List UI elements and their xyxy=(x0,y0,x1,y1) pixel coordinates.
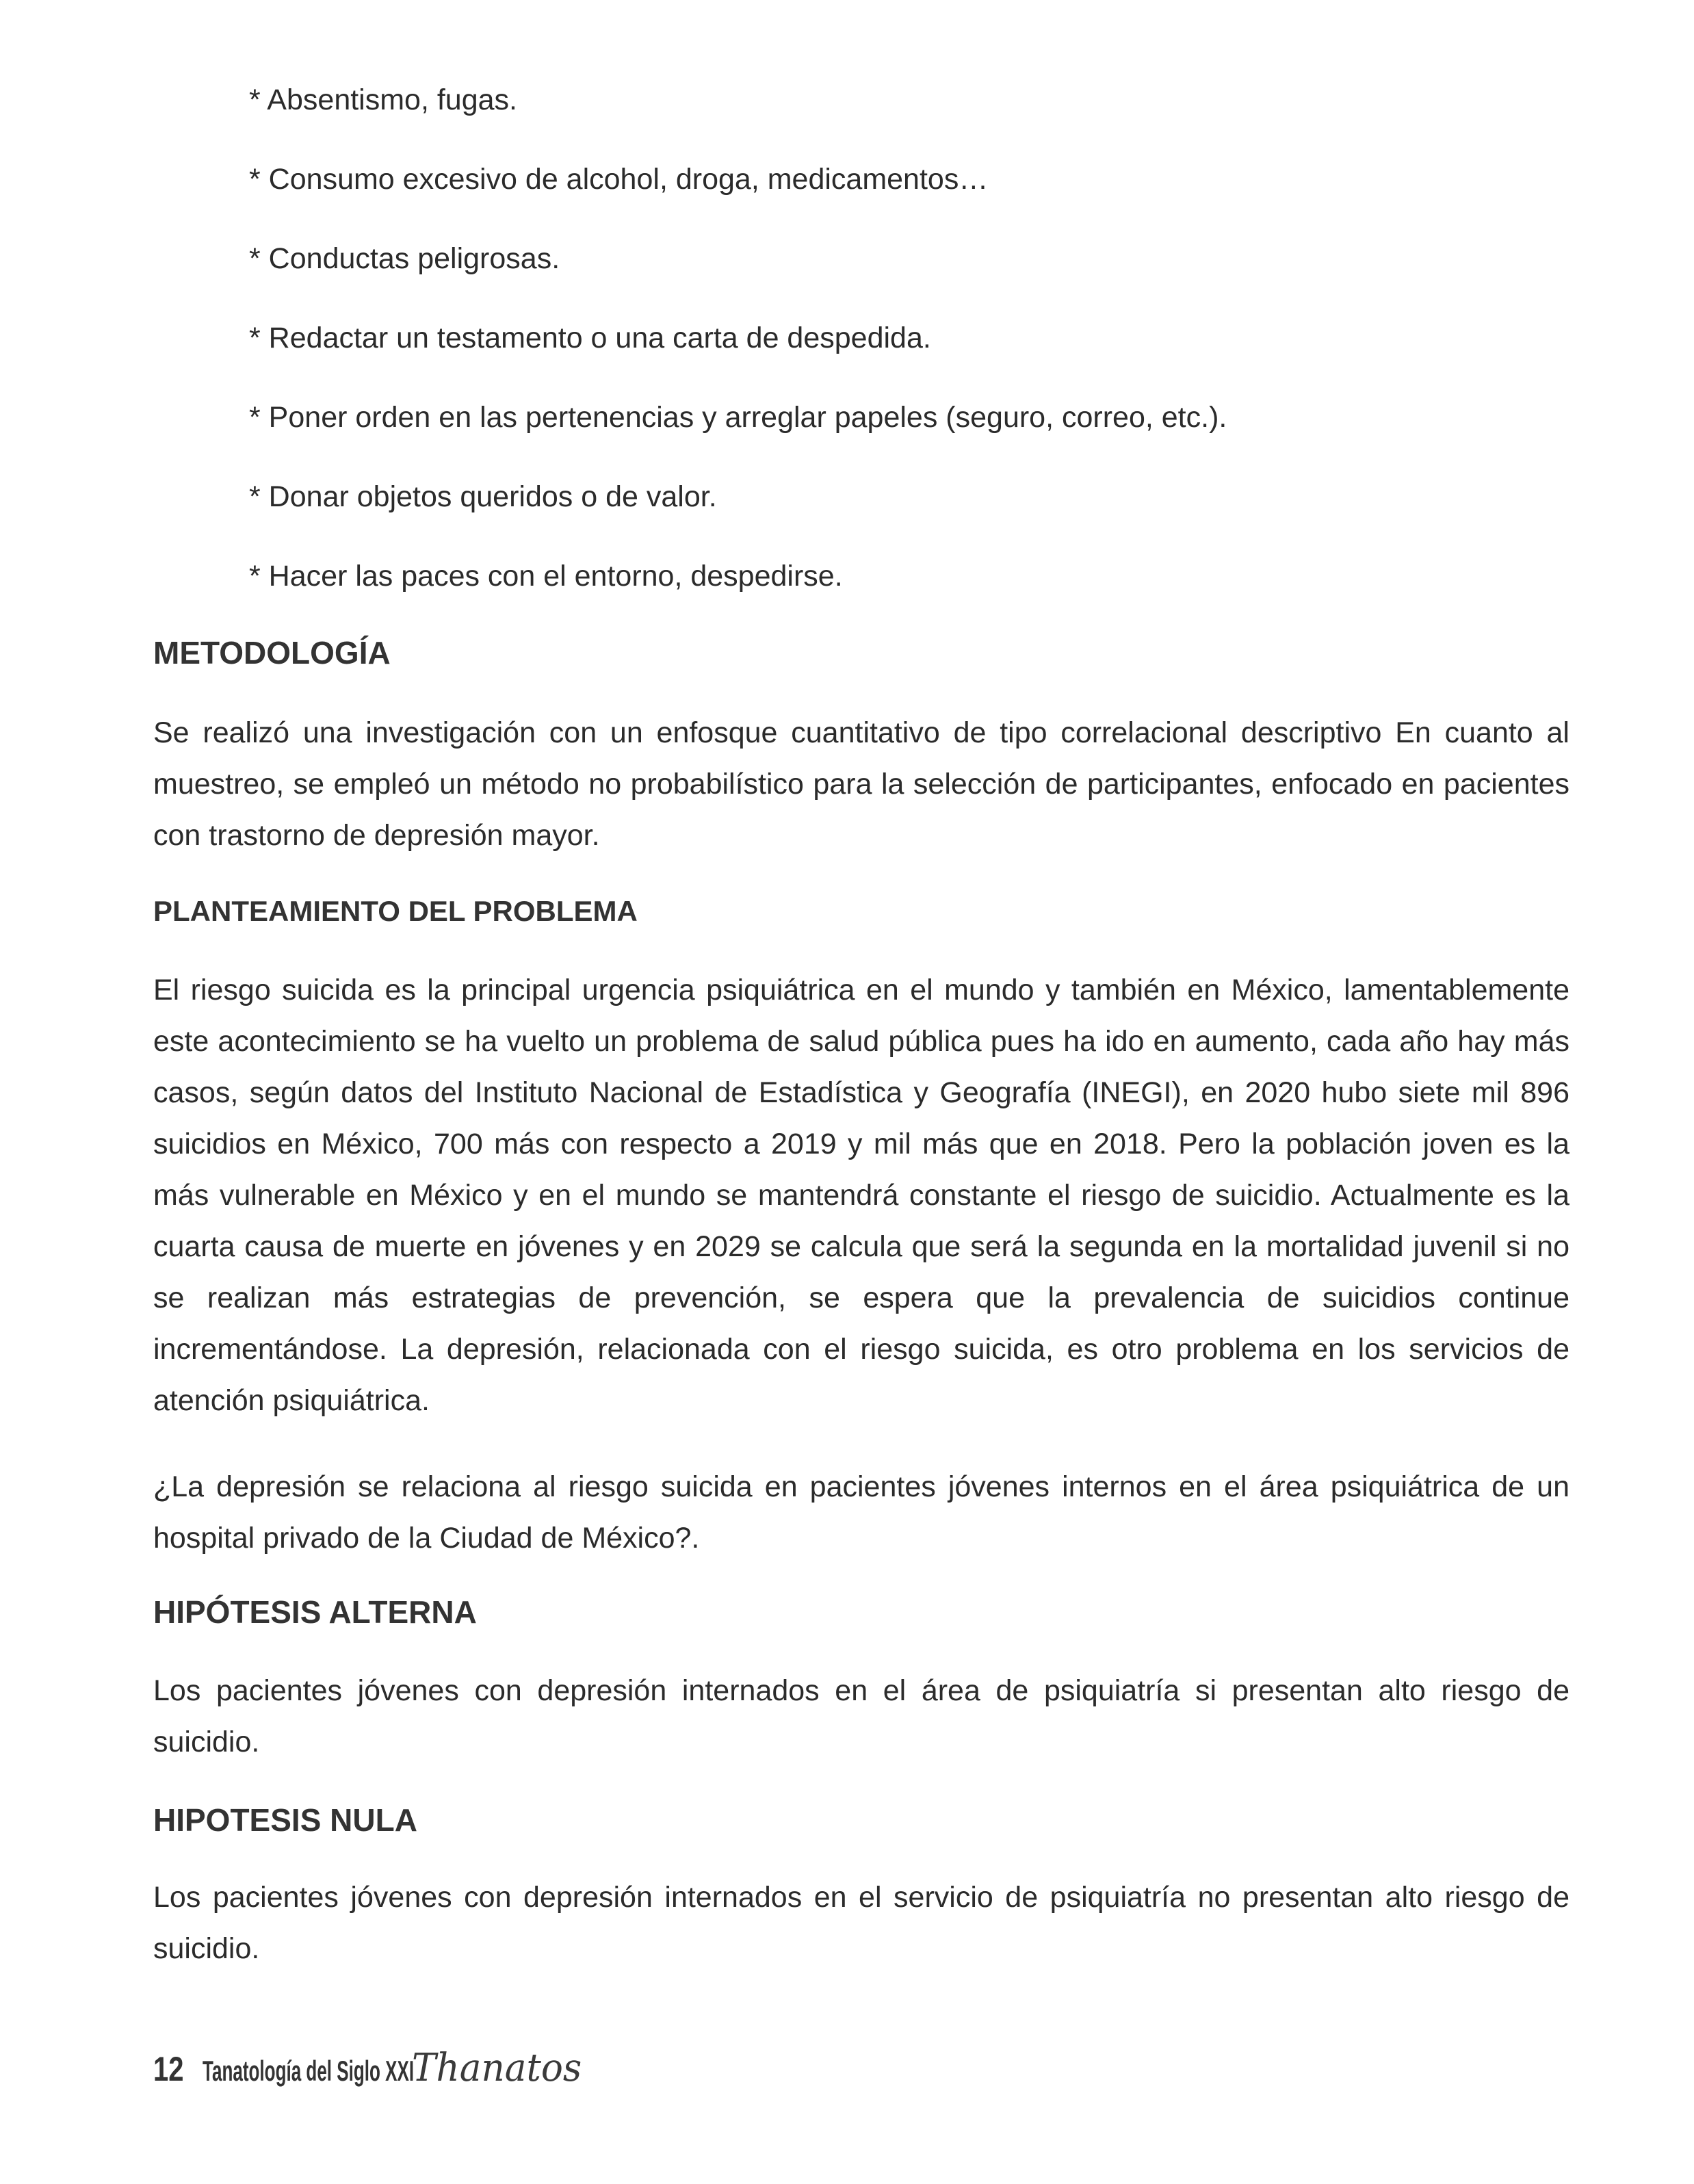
list-item: * Conductas peligrosas. xyxy=(249,242,560,275)
list-item: * Hacer las paces con el entorno, despedirse. xyxy=(249,560,843,593)
warning-signs-list xyxy=(249,81,1549,636)
heading-hipotesis-nula: HIPOTESIS NULA xyxy=(153,1802,417,1838)
paragraph-hipotesis-alterna: Los pacientes jóvenes con depresión internados en el área de psiquiatría si presentan alto riesgo de suicidio. xyxy=(153,1674,1569,1758)
list-item: * Donar objetos queridos o de valor. xyxy=(249,480,717,513)
paragraph-hipotesis-nula: Los pacientes jóvenes con depresión internados en el servicio de psiquiatría no presentan alto riesgo de suicidio. xyxy=(153,1881,1569,1965)
journal-title: Tanatología del Siglo XXI xyxy=(203,2055,415,2087)
page-number: 12 xyxy=(153,2050,184,2088)
heading-hipotesis-alterna: HIPÓTESIS ALTERNA xyxy=(153,1594,477,1630)
paragraph-metodologia: Se realizó una investigación con un enfosque cuantitativo de tipo correlacional descriptivo En cuanto al muestreo, se empleó un método no probabilístico para la selección de participantes, enfocado en pacientes con trastorno de depresión mayor. xyxy=(153,716,1569,852)
list-item: * Absentismo, fugas. xyxy=(249,83,517,116)
paragraph-research-question: ¿La depresión se relaciona al riesgo suicida en pacientes jóvenes internos en el área psiquiátrica de un hospital privado de la Ciudad de México?. xyxy=(153,1470,1569,1555)
paragraph-planteamiento: El riesgo suicida es la principal urgencia psiquiátrica en el mundo y también en México, lamentablemente este acontecimiento se ha vuelto un problema de salud pública pues ha ido en aumento, cada año hay más casos, según datos del Instituto Nacional de Estadística y Geografía (INEGI), en 2020 hubo siete mil 896 suicidios en México, 700 más con respecto a 2019 y mil más que en 2018. Pero la población joven es la más vulnerable en México y en el mundo se mantendrá constante el riesgo de suicidio. Actualmente es la cuarta causa de muerte en jóvenes y en 2029 se calcula que será la segunda en la mortalidad juvenil si no se realizan más estrategias de prevención, se espera que la prevalencia de suicidios continue incrementándose. La depresión, relacionada con el riesgo suicida, es otro problema en los servicios de atención psiquiátrica. xyxy=(153,974,1569,1417)
thanatos-logo: Thanatos xyxy=(412,2046,582,2090)
page-footer xyxy=(153,2046,590,2101)
heading-planteamiento: PLANTEAMIENTO DEL PROBLEMA xyxy=(153,895,638,927)
list-item: * Redactar un testamento o una carta de despedida. xyxy=(249,322,931,354)
list-item: * Consumo excesivo de alcohol, droga, medicamentos… xyxy=(249,163,989,196)
list-item: * Poner orden en las pertenencias y arreglar papeles (seguro, correo, etc.). xyxy=(249,401,1227,434)
heading-metodologia: METODOLOGÍA xyxy=(153,635,391,671)
